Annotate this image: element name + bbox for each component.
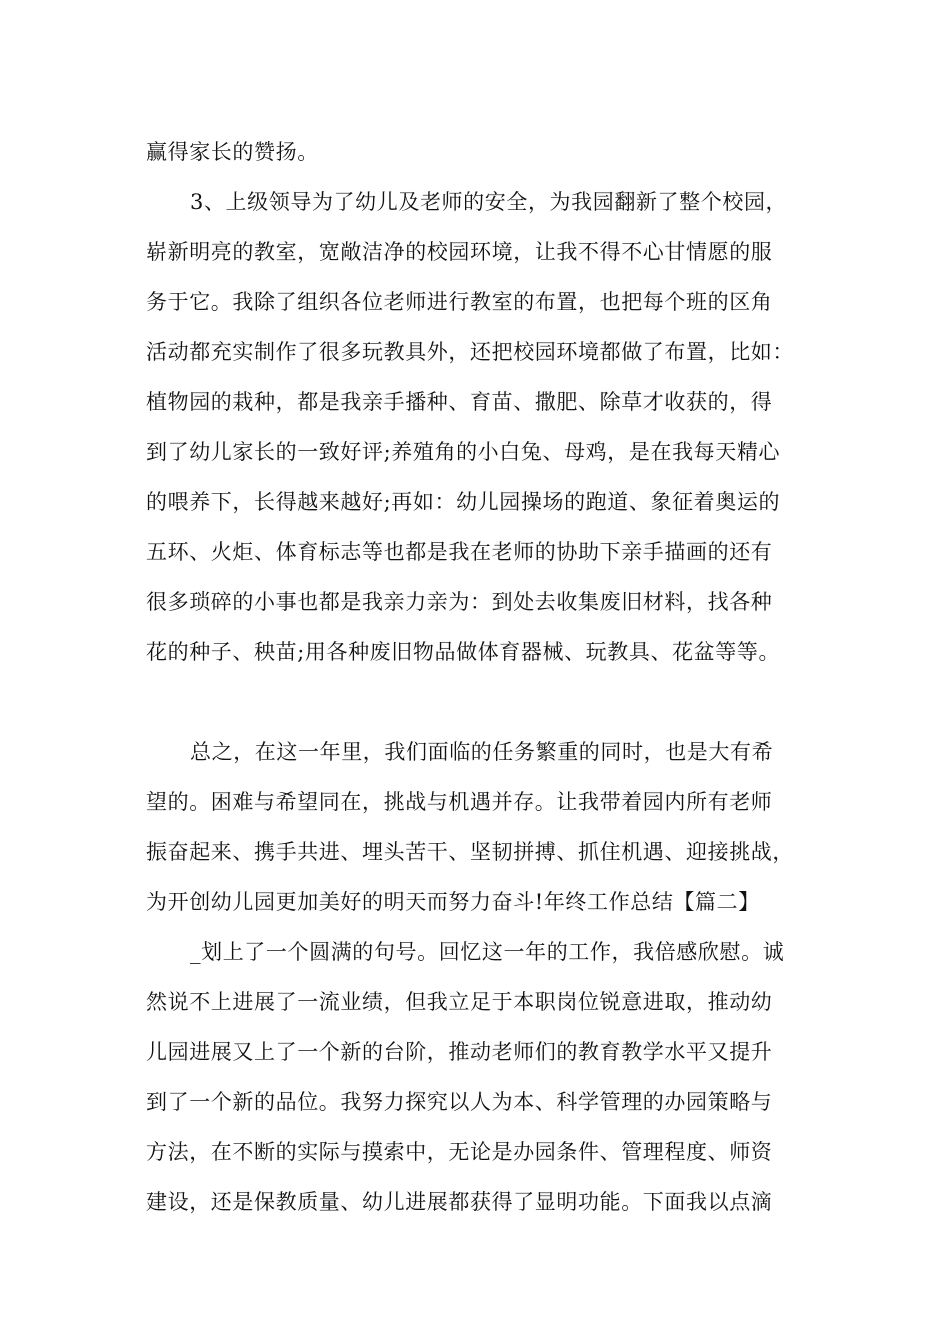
text-line: 五环、火炬、体育标志等也都是我在老师的协助下亲手描画的还有: [146, 540, 773, 564]
text-line: 到了幼儿家长的一致好评;养殖角的小白兔、母鸡，是在我每天精心: [146, 440, 781, 464]
text-line: 务于它。我除了组织各位老师进行教室的布置，也把每个班的区角: [146, 290, 773, 314]
text-line: 望的。困难与希望同在，挑战与机遇并存。让我带着园内所有老师: [146, 790, 773, 814]
text-line: 很多琐碎的小事也都是我亲力亲为：到处去收集废旧材料，找各种: [146, 590, 773, 614]
text-line: 建设，还是保教质量、幼儿进展都获得了显明功能。下面我以点滴: [146, 1190, 773, 1214]
text-line: 3、上级领导为了幼儿及老师的安全，为我园翻新了整个校园，: [190, 190, 788, 214]
text-line: 赢得家长的赞扬。: [146, 140, 319, 164]
text-line: 总之，在这一年里，我们面临的任务繁重的同时，也是大有希: [190, 740, 774, 764]
text-line: 儿园进展又上了一个新的台阶，推动老师们的教育教学水平又提升: [146, 1040, 773, 1064]
text-line: _划上了一个圆满的句号。回忆这一年的工作，我倍感欣慰。诚: [190, 940, 785, 964]
text-line: 方法，在不断的实际与摸索中，无论是办园条件、管理程度、师资: [146, 1140, 773, 1164]
text-line: 为开创幼儿园更加美好的明天而努力奋斗!年终工作总结【篇二】: [146, 890, 760, 914]
text-line: 活动都充实制作了很多玩教具外，还把校园环境都做了布置，比如：: [146, 340, 794, 364]
text-line: 到了一个新的品位。我努力探究以人为本、科学管理的办园策略与: [146, 1090, 773, 1114]
text-line: 花的种子、秧苗;用各种废旧物品做体育器械、玩教具、花盆等等。: [146, 640, 781, 664]
text-line: 然说不上进展了一流业绩，但我立足于本职岗位锐意进取，推动幼: [146, 990, 773, 1014]
text-line: 的喂养下，长得越来越好;再如：幼儿园操场的跑道、象征着奥运的: [146, 490, 781, 514]
text-line: 振奋起来、携手共进、埋头苦干、坚韧拼搏、抓住机遇、迎接挑战，: [146, 840, 794, 864]
text-line: 崭新明亮的教室，宽敞洁净的校园环境，让我不得不心甘情愿的服: [146, 240, 773, 264]
text-line: 植物园的栽种，都是我亲手播种、育苗、撒肥、除草才收获的，得: [146, 390, 773, 414]
